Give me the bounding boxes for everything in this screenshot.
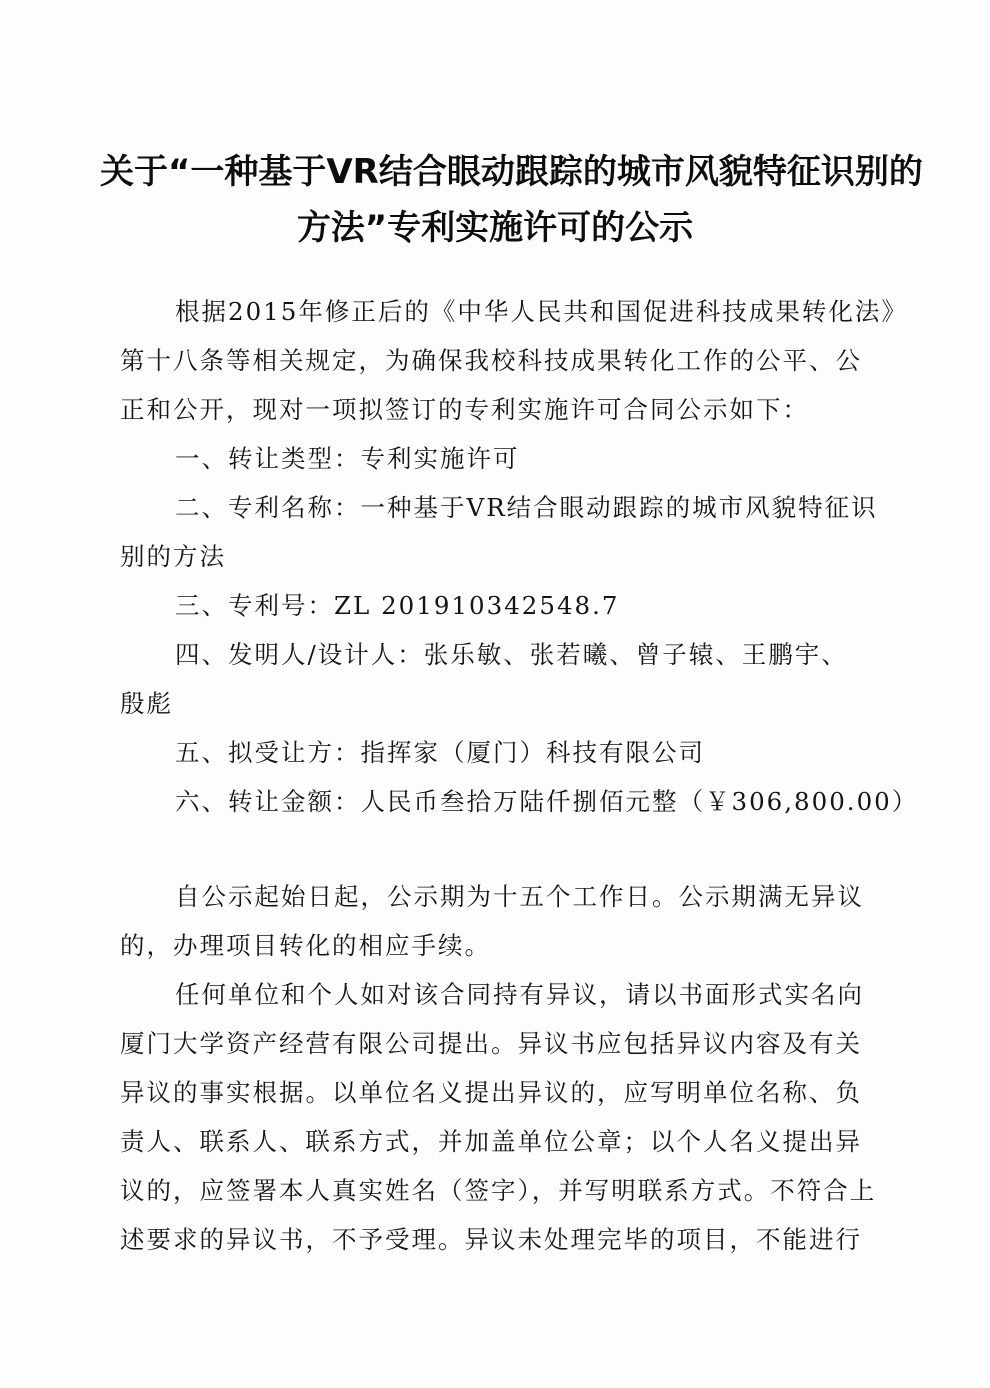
item-transfer-amount: 六、转让金额：人民币叁拾万陆仟捌佰元整（￥306,800.00） [175, 787, 919, 816]
item-inventors-line-1: 四、发明人/设计人：张乐敏、张若曦、曾子辕、王鹏宇、 [175, 640, 848, 669]
objection-paragraph-line-3: 异议的事实根据。以单位名义提出异议的，应写明单位名称、负 [120, 1078, 862, 1107]
intro-paragraph-line-2: 第十八条等相关规定，为确保我校科技成果转化工作的公平、公 [120, 346, 862, 375]
objection-paragraph-line-6: 述要求的异议书，不予受理。异议未处理完毕的项目，不能进行 [120, 1225, 862, 1254]
notice-paragraph-line-2: 的，办理项目转化的相应手续。 [120, 931, 491, 960]
objection-paragraph-line-1: 任何单位和个人如对该合同持有异议，请以书面形式实名向 [175, 980, 864, 1009]
document-title-line-2: 方法”专利实施许可的公示 [296, 208, 694, 248]
item-transfer-type: 一、转让类型：专利实施许可 [175, 444, 520, 473]
objection-paragraph-line-2: 厦门大学资产经营有限公司提出。异议书应包括异议内容及有关 [120, 1029, 862, 1058]
item-patent-name-line-2: 别的方法 [120, 542, 226, 571]
objection-paragraph-line-4: 责人、联系人、联系方式，并加盖单位公章；以个人名义提出异 [120, 1127, 862, 1156]
intro-paragraph-line-3: 正和公开，现对一项拟签订的专利实施许可合同公示如下： [120, 395, 809, 424]
objection-paragraph-line-5: 议的，应签署本人真实姓名（签字），并写明联系方式。不符合上 [120, 1176, 877, 1205]
intro-paragraph-line-1: 根据2015年修正后的《中华人民共和国促进科技成果转化法》 [175, 297, 908, 326]
item-transferee: 五、拟受让方：指挥家（厦门）科技有限公司 [175, 738, 705, 767]
notice-paragraph-line-1: 自公示起始日起，公示期为十五个工作日。公示期满无异议 [175, 882, 864, 911]
item-patent-name-line-1: 二、专利名称：一种基于VR结合眼动跟踪的城市风貌特征识 [175, 493, 878, 522]
item-patent-number: 三、专利号：ZL 201910342548.7 [175, 591, 620, 620]
document-title-line-1: 关于“一种基于VR结合眼动跟踪的城市风貌特征识别的 [100, 152, 923, 192]
item-inventors-line-2: 殷彪 [120, 689, 173, 718]
